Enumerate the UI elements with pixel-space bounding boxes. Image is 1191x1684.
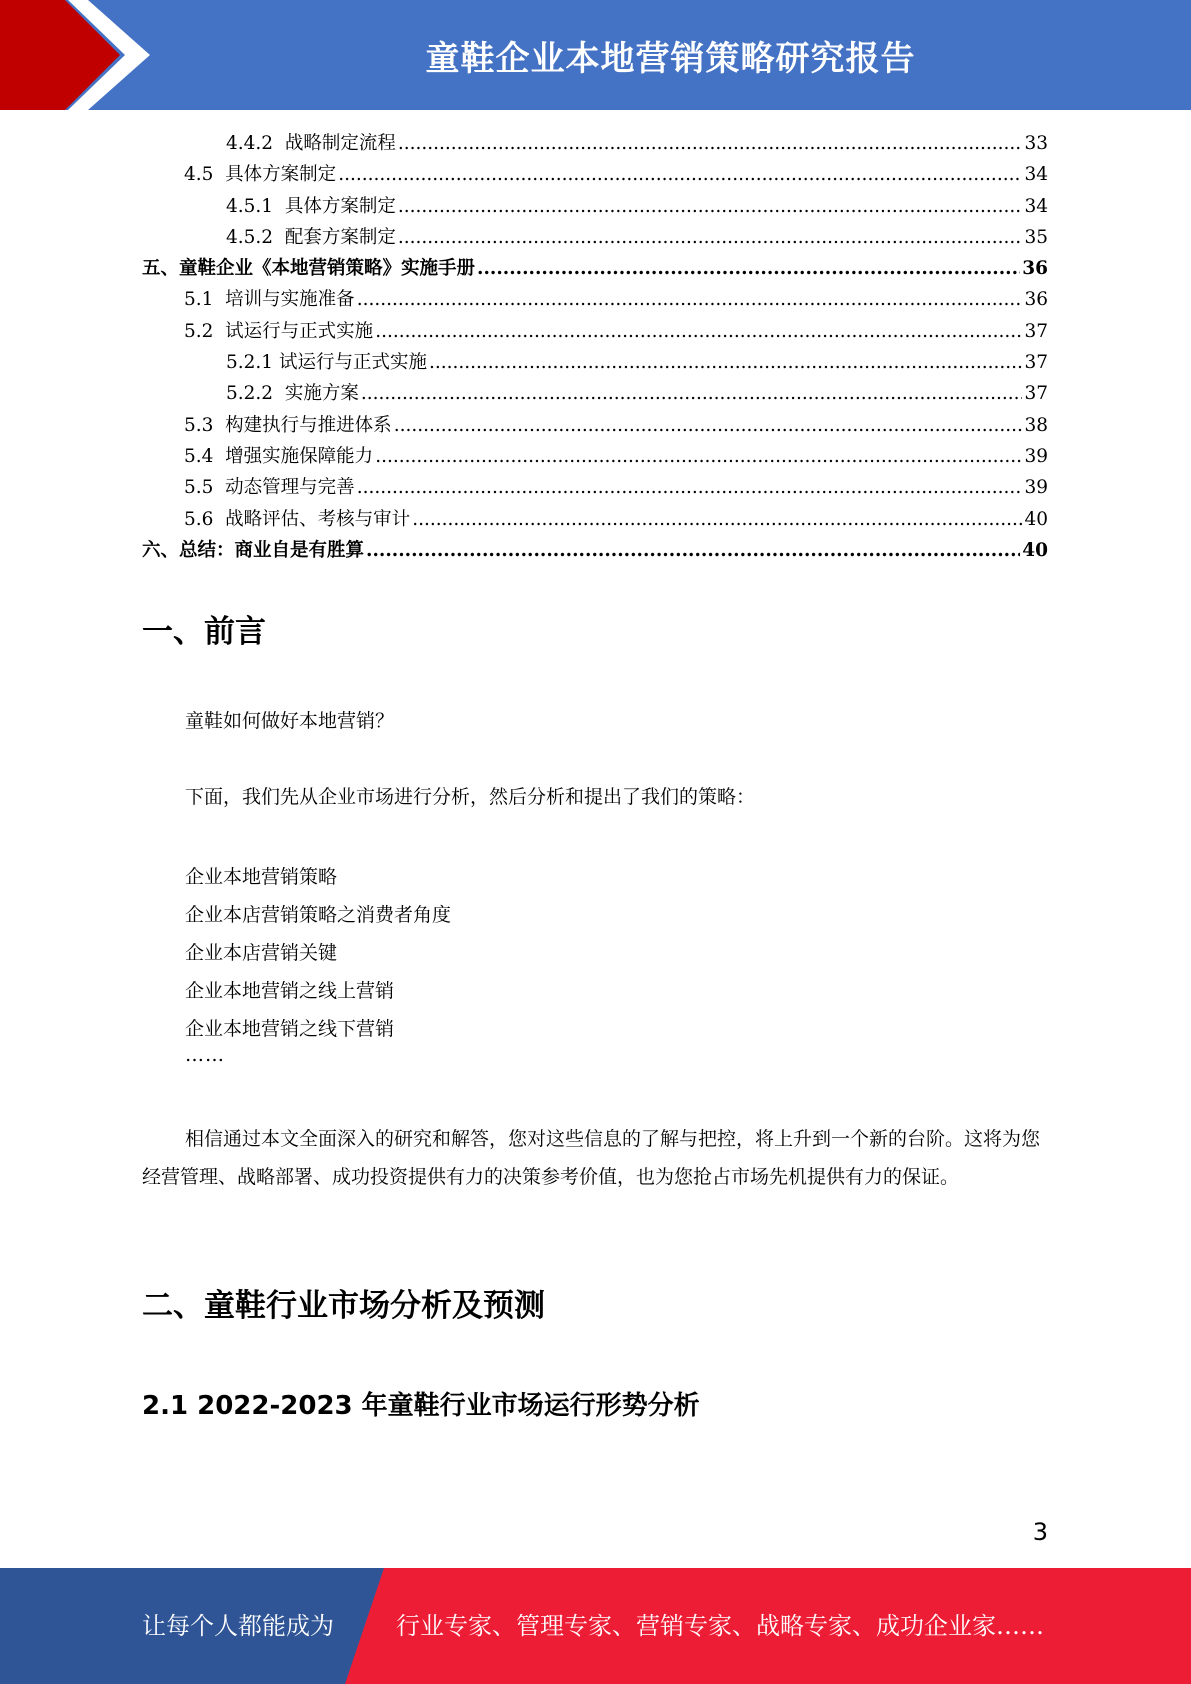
toc-entry-title: 5.2.1 试运行与正式实施 bbox=[226, 352, 427, 374]
toc-leader-dots bbox=[429, 347, 1022, 378]
list-item: 企业本地营销策略 bbox=[185, 866, 338, 888]
section-heading-market-analysis: 二、童鞋行业市场分析及预测 bbox=[142, 1288, 545, 1324]
toc-entry-title: 五、童鞋企业《本地营销策略》实施手册 bbox=[142, 258, 476, 280]
footer-slogan-right: 行业专家、管理专家、营销专家、战略专家、成功企业家…… bbox=[396, 1612, 1044, 1640]
toc-entry[interactable] bbox=[142, 504, 1048, 535]
toc-entry-title: 5.4 增强实施保障能力 bbox=[184, 445, 374, 467]
toc-leader-dots bbox=[477, 253, 1020, 284]
toc-entry[interactable] bbox=[142, 378, 1048, 409]
strategy-list bbox=[185, 858, 451, 1048]
toc-entry-title: 5.2.2 实施方案 bbox=[226, 383, 359, 405]
header-title: 童鞋企业本地营销策略研究报告 bbox=[425, 38, 916, 79]
header-arrow-decoration bbox=[0, 0, 160, 110]
list-item: 企业本店营销策略之消费者角度 bbox=[185, 904, 452, 926]
toc-entry-page: 39 bbox=[1024, 477, 1048, 499]
list-item: 企业本地营销之线下营销 bbox=[185, 1018, 395, 1040]
toc-leader-dots bbox=[398, 191, 1023, 222]
toc-entry[interactable] bbox=[142, 347, 1048, 378]
toc-leader-dots bbox=[412, 504, 1022, 535]
toc-entry-page: 39 bbox=[1024, 445, 1048, 467]
toc-entry[interactable] bbox=[142, 191, 1048, 222]
list-item: 企业本地营销之线上营销 bbox=[185, 980, 395, 1002]
page-header bbox=[0, 0, 1191, 110]
list-item: 企业本店营销关键 bbox=[185, 942, 338, 964]
toc-leader-dots bbox=[394, 410, 1023, 441]
question-text: 童鞋如何做好本地营销？ bbox=[185, 710, 395, 732]
intro-text: 下面，我们先从企业市场进行分析，然后分析和提出了我们的策略： bbox=[185, 786, 756, 808]
toc-entry[interactable] bbox=[142, 316, 1048, 347]
toc-entry[interactable] bbox=[142, 535, 1048, 566]
toc-entry-page: 36 bbox=[1024, 289, 1048, 311]
table-of-contents bbox=[142, 128, 1048, 566]
toc-entry-title: 5.6 战略评估、考核与审计 bbox=[184, 508, 411, 530]
section-heading-preface: 一、前言 bbox=[142, 614, 266, 650]
page-footer bbox=[0, 1568, 1191, 1684]
toc-entry-page: 37 bbox=[1024, 352, 1048, 374]
toc-entry[interactable] bbox=[142, 222, 1048, 253]
toc-leader-dots bbox=[398, 128, 1023, 159]
toc-entry-page: 37 bbox=[1024, 383, 1048, 405]
toc-entry-title: 4.5 具体方案制定 bbox=[184, 164, 337, 186]
toc-entry-page: 37 bbox=[1024, 320, 1048, 342]
toc-entry-title: 5.1 培训与实施准备 bbox=[184, 289, 355, 311]
toc-entry[interactable] bbox=[142, 128, 1048, 159]
toc-entry-page: 34 bbox=[1024, 195, 1048, 217]
toc-entry-page: 40 bbox=[1022, 539, 1048, 561]
list-ellipsis: …… bbox=[185, 1044, 225, 1066]
toc-entry[interactable] bbox=[142, 410, 1048, 441]
toc-entry-page: 38 bbox=[1024, 414, 1048, 436]
toc-entry-title: 4.5.2 配套方案制定 bbox=[226, 226, 396, 248]
toc-entry-page: 34 bbox=[1024, 164, 1048, 186]
toc-entry[interactable] bbox=[142, 472, 1048, 503]
toc-leader-dots bbox=[375, 316, 1022, 347]
toc-leader-dots bbox=[357, 284, 1023, 315]
page-number: 3 bbox=[1032, 1518, 1048, 1546]
toc-leader-dots bbox=[375, 441, 1022, 472]
toc-entry-title: 六、总结：商业自是有胜算 bbox=[142, 539, 365, 561]
toc-entry-page: 35 bbox=[1024, 226, 1048, 248]
toc-leader-dots bbox=[361, 378, 1023, 409]
footer-slogan-left: 让每个人都能成为 bbox=[142, 1612, 334, 1640]
toc-leader-dots bbox=[398, 222, 1023, 253]
toc-leader-dots bbox=[357, 472, 1023, 503]
toc-entry[interactable] bbox=[142, 253, 1048, 284]
toc-entry[interactable] bbox=[142, 284, 1048, 315]
toc-entry-title: 5.2 试运行与正式实施 bbox=[184, 320, 374, 342]
toc-entry[interactable] bbox=[142, 159, 1048, 190]
toc-entry-page: 33 bbox=[1024, 133, 1048, 154]
toc-leader-dots bbox=[338, 159, 1022, 190]
toc-leader-dots bbox=[366, 535, 1020, 566]
subsection-heading: 2.1 2022-2023 年童鞋行业市场运行形势分析 bbox=[142, 1391, 700, 1421]
closing-paragraph: 相信通过本文全面深入的研究和解答，您对这些信息的了解与把控，将上升到一个新的台阶。这将为您经营管理、战略部署、成功投资提供有力的决策参考价值，也为您抢占市场先机提供有力的保证。 bbox=[142, 1128, 1041, 1188]
toc-entry-title: 4.4.2 战略制定流程 bbox=[226, 133, 396, 154]
toc-entry-title: 5.3 构建执行与推进体系 bbox=[184, 414, 392, 436]
toc-entry-title: 5.5 动态管理与完善 bbox=[184, 477, 355, 499]
toc-entry-title: 4.5.1 具体方案制定 bbox=[226, 195, 396, 217]
toc-entry-page: 36 bbox=[1022, 258, 1048, 280]
toc-entry[interactable] bbox=[142, 441, 1048, 472]
toc-entry-page: 40 bbox=[1024, 508, 1048, 530]
